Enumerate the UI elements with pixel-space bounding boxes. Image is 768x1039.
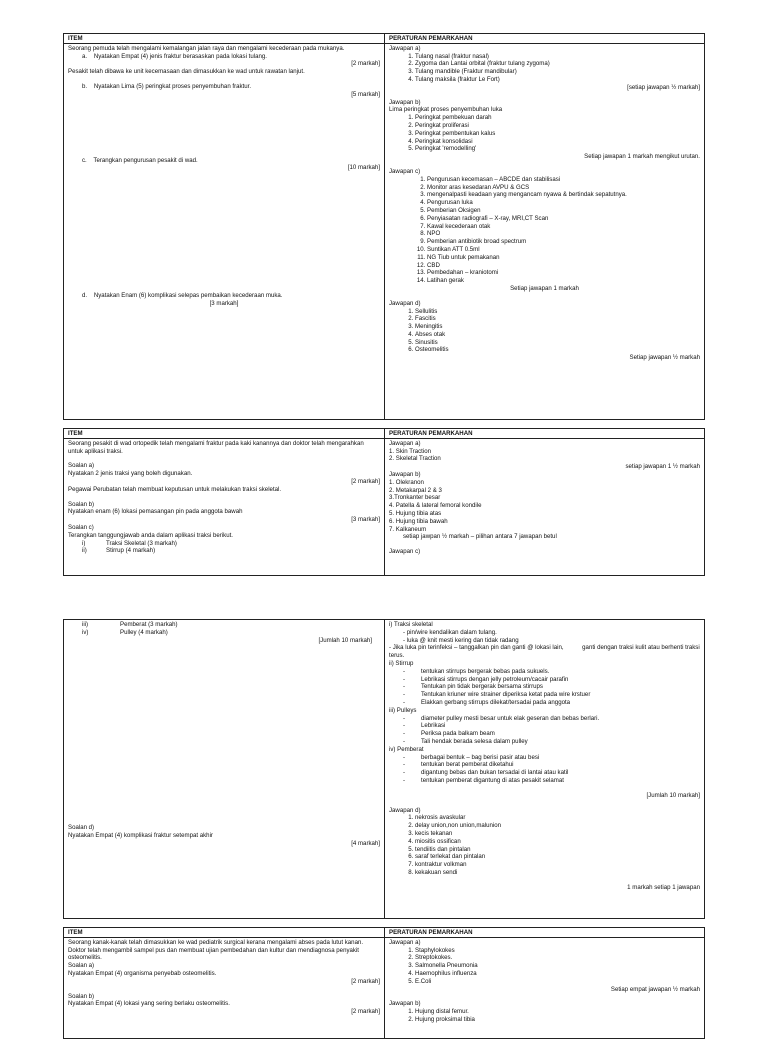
list-item: - Tali hendak berada selesa dalam pulley bbox=[403, 738, 700, 746]
list-item bbox=[68, 547, 380, 555]
list-item: 1. Olekranon bbox=[389, 478, 424, 486]
list-item: 1. Staphylokokes bbox=[415, 947, 700, 955]
list-item bbox=[68, 629, 380, 637]
list-item: 2. delay union,non union,malunion bbox=[415, 822, 700, 830]
question-b-marks: [3 markah] bbox=[351, 516, 380, 524]
list-item: - Jika luka pin terinfeksi – tanggalkan pin dan ganti @ lokasi lain, ganti dengan traksi kulit atau berhenti traksi terus. bbox=[389, 644, 702, 660]
question-d-marks: [3 markah] bbox=[209, 299, 239, 307]
total-marks: [Jumlah 10 markah] bbox=[318, 636, 372, 644]
item-text: Pulley (4 markah) bbox=[120, 628, 168, 636]
answer-a-score: setiap jawapan 1 ½ markah bbox=[625, 463, 700, 471]
item-key: ii) bbox=[82, 547, 87, 555]
answer-b-score: Setiap jawapan 1 markah mengikut urutan. bbox=[584, 153, 700, 161]
marking-column bbox=[385, 34, 704, 419]
question-d: d. Nyatakan Enam (6) komplikasi selepas pembaikan kecederaan muka. bbox=[82, 292, 283, 300]
answer-b-title: Jawapan b) bbox=[389, 470, 421, 478]
marking-column bbox=[385, 620, 704, 918]
question-a-marks: [2 markah] bbox=[351, 977, 380, 985]
answer-d-title: Jawapan d) bbox=[389, 806, 421, 814]
answer-iii-title: iii) Pulleys bbox=[389, 706, 417, 714]
list-item: 4. Haemophilus influenza bbox=[415, 970, 700, 978]
list-item: 4. Pengurusan luka bbox=[427, 199, 700, 207]
total-marks: [Jumlah 10 markah] bbox=[646, 791, 700, 799]
item-text: Traksi Skeletal (3 markah) bbox=[106, 539, 177, 547]
list-item: 7. kontraktur volkman bbox=[415, 861, 700, 869]
answer-d-score: Setiap jawapan ½ markah bbox=[629, 354, 700, 362]
list-item bbox=[68, 540, 380, 548]
item-header: ITEM bbox=[64, 35, 384, 44]
question-b: Nyatakan Empat (4) lokasi yang sering berlaku osteomelitis. bbox=[68, 1000, 230, 1008]
answer-a-list bbox=[389, 53, 700, 84]
list-item: 3. Salmonella Pneumonia bbox=[415, 962, 700, 970]
item-header: ITEM bbox=[64, 430, 384, 439]
list-item: 7. Kawal kecederaan otak bbox=[427, 223, 700, 231]
list-item: 5. E.Coli bbox=[415, 978, 700, 986]
list-item: 2. Hujung proksimal tibia bbox=[415, 1016, 700, 1024]
answer-d-score: 1 markah setiap 1 jawapan bbox=[627, 883, 700, 891]
list-item: 14. Latihan gerak bbox=[427, 277, 700, 285]
question-a: Nyatakan Empat (4) organisma penyebab osteomelitis. bbox=[68, 969, 217, 977]
item-column bbox=[64, 928, 385, 1038]
item-key: iv) bbox=[82, 628, 89, 636]
list-item: 3. Peringkat pembentukan kalus bbox=[415, 130, 700, 138]
list-item: 3.Tronkanter besar bbox=[389, 494, 441, 502]
list-item: - luka @ knit mesti kering dan tidak radang bbox=[403, 636, 519, 644]
answer-b-intro: Lima peringkat proses penyembuhan luka bbox=[389, 106, 503, 114]
list-item: - tentukan pemberat digantung di atas pesakit selamat bbox=[403, 777, 700, 785]
list-item: 11. NG Tiub untuk pemakanan bbox=[427, 254, 700, 262]
marking-header: PERATURAN PEMARKAHAN bbox=[385, 35, 704, 44]
question-c: c. Terangkan pengurusan pesakit di wad. bbox=[82, 156, 198, 164]
list-item: 1. Tulang nasal (fraktur nasal) bbox=[415, 53, 700, 61]
item-key: i) bbox=[82, 539, 86, 547]
answer-a-score: Setiap empat jawapan ½ markah bbox=[610, 985, 700, 993]
marking-header: PERATURAN PEMARKAHAN bbox=[385, 430, 704, 439]
answer-a-score: [setiap jawapan ½ markah] bbox=[627, 83, 700, 91]
list-item: 1. Hujung distal femur. bbox=[415, 1008, 700, 1016]
question-c: Terangkan tanggungjawab anda dalam aplikasi traksi berikut. bbox=[68, 531, 233, 539]
item-text: Pemberat (3 markah) bbox=[120, 621, 178, 628]
list-item: 10. Suntikan ATT 0.5ml bbox=[427, 246, 700, 254]
answer-b-title: Jawapan b) bbox=[389, 1000, 421, 1008]
answer-b-list bbox=[389, 114, 700, 153]
question-a: Nyatakan 2 jenis traksi yang boleh digunakan. bbox=[68, 470, 193, 478]
list-item: 2. Peringkat proliferasi bbox=[415, 122, 700, 130]
question-intro: Seorang kanak-kanak telah dimasukkan ke wad pediatrik surgical kerana mengalami abses pada lutut kanan. Doktor telah mengambil sampel pus dan membuat ujian pembedahan dan kultur dan mendiagnosa penyakit osteomelitis. bbox=[68, 938, 365, 962]
list-item: - Elakkan gerbang stirrups dilekat/tersadai pada anggota bbox=[403, 699, 700, 707]
question-b-marks: [2 markah] bbox=[351, 1008, 380, 1016]
question-b-marks: [5 markah] bbox=[351, 90, 380, 98]
list-item: 6. Penyiasatan radiografi – X-ray, MRI,CT Scan bbox=[427, 215, 700, 223]
item-column bbox=[64, 620, 385, 918]
answer-d-title: Jawapan d) bbox=[389, 299, 421, 307]
question-intro: Seorang pemuda telah mengalami kemalangan jalan raya dan mengalami kecederaan pada mukanya. bbox=[68, 44, 345, 52]
list-item: 8. NPO bbox=[427, 230, 700, 238]
list-item: 5. Sinusitis bbox=[415, 339, 700, 347]
question-a-marks: [2 markah] bbox=[351, 477, 380, 485]
marking-column bbox=[385, 928, 704, 1038]
list-item: 3. Tulang mandible (Fraktur mandibular) bbox=[415, 68, 700, 76]
list-item bbox=[68, 621, 380, 629]
question-table-3 bbox=[63, 619, 705, 919]
question-a-title: Soalan a) bbox=[68, 462, 95, 470]
list-item: - Periksa pada balkam beam bbox=[403, 730, 700, 738]
list-item: 2. Monitor aras kesedaran AVPU & GCS bbox=[427, 184, 700, 192]
item-column bbox=[64, 429, 385, 575]
list-item: - pin/wire kendalikan dalam tulang. bbox=[403, 628, 497, 636]
question-b: b. Nyatakan Lima (5) peringkat proses penyembuhan fraktur. bbox=[82, 82, 252, 90]
list-item: 6. saraf terlekat dan pintalan bbox=[415, 853, 700, 861]
list-item: 5. Hujung tibia atas bbox=[389, 509, 442, 517]
list-item: 4. Tulang maksila (fraktur Le Fort) bbox=[415, 76, 700, 84]
list-item: 8. kekakuan sendi bbox=[415, 869, 700, 877]
list-item: - Tentukan kriuner wire strainer diperiksa ketat pada wire krstuer bbox=[403, 691, 700, 699]
question-a-marks: [2 markah] bbox=[351, 60, 380, 68]
answer-c-title: Jawapan c) bbox=[389, 167, 421, 175]
answer-ii-title: ii) Stirrup bbox=[389, 659, 414, 667]
list-item: 2. Streptokokes. bbox=[415, 954, 700, 962]
list-item: - tentukan berat pemberat diketahui bbox=[403, 761, 700, 769]
list-item: 5. tendiitis dan pintalan bbox=[415, 846, 700, 854]
list-item: 6. Osteomelitis bbox=[415, 346, 700, 354]
answer-a-title: Jawapan a) bbox=[389, 938, 421, 946]
list-item: 1. nekrosis avaskular bbox=[415, 814, 700, 822]
list-item: - Tentukan pin tidak bergerak bersama stirrups bbox=[403, 683, 700, 691]
item-text: Stirrup (4 markah) bbox=[106, 547, 156, 555]
answer-c-list bbox=[389, 176, 700, 285]
question-d-marks: [4 markah] bbox=[351, 839, 380, 847]
answer-iv-list bbox=[389, 754, 700, 785]
question-b-title: Soalan b) bbox=[68, 500, 95, 508]
question-a-title: Soalan a) bbox=[68, 962, 95, 970]
list-item: 2. Metakarpal 2 & 3 bbox=[389, 486, 442, 494]
question-a: a. Nyatakan Empat (4) jenis fraktur berasaskan pada lokasi tulang. bbox=[82, 52, 267, 60]
answer-i-title: i) Traksi skeletal bbox=[389, 621, 433, 628]
list-item: 4. Patella & lateral femoral kondile bbox=[389, 502, 482, 510]
answer-d-list bbox=[389, 814, 700, 876]
list-item: - berbagai bentuk – bag berisi pasir atau besi bbox=[403, 754, 700, 762]
list-item: - Lebrikasi bbox=[403, 722, 700, 730]
list-item: 4. Peringkat konsolidasi bbox=[415, 138, 700, 146]
answer-c-title: Jawapan c) bbox=[389, 548, 421, 556]
list-item: 2. Fascitis bbox=[415, 315, 700, 323]
answer-d-list bbox=[389, 308, 700, 355]
item-key: iii) bbox=[82, 621, 89, 628]
answer-b-list bbox=[389, 1008, 700, 1024]
list-item: 3. mengenalpasti keadaan yang mengancam nyawa & bertindak sepatutnya. bbox=[427, 191, 700, 199]
list-item: 12. CBD bbox=[427, 262, 700, 270]
list-item: 1. Skin Traction bbox=[389, 447, 431, 455]
answer-ii-list bbox=[389, 668, 700, 707]
item-header: ITEM bbox=[64, 929, 384, 938]
list-item: 3. kecis tekanan bbox=[415, 830, 700, 838]
question-table-2 bbox=[63, 428, 705, 576]
list-item: 4. Abses otak bbox=[415, 331, 700, 339]
list-item: 5. Pemberian Oksigen bbox=[427, 207, 700, 215]
question-b-title: Soalan b) bbox=[68, 992, 95, 1000]
scenario-note: Pesakit telah dibawa ke unit kecemasaan dan dimasukkan ke wad untuk rawatan lanjut. bbox=[68, 68, 305, 76]
answer-iv-title: iv) Pemberat bbox=[389, 745, 424, 753]
list-item: 4. miositis ossifican bbox=[415, 838, 700, 846]
question-table-4 bbox=[63, 927, 705, 1039]
question-b: Nyatakan enam (6) lokasi pemasangan pin pada anggota bawah bbox=[68, 508, 243, 516]
answer-b-score: setiap jawpan ½ markah – pilihan antara 7 jawapan betul bbox=[403, 533, 557, 541]
question-c-title: Soalan c) bbox=[68, 523, 94, 531]
list-item: 6. Hujung tibia bawah bbox=[389, 517, 448, 525]
question-table-1 bbox=[63, 33, 705, 420]
list-item: 9. Pemberian antibiotik broad spectrum bbox=[427, 238, 700, 246]
list-item: 1. Sellulitis bbox=[415, 308, 700, 316]
answer-a-title: Jawapan a) bbox=[389, 439, 421, 447]
answer-a-title: Jawapan a) bbox=[389, 44, 421, 52]
answer-a-list bbox=[389, 947, 700, 986]
answer-b-title: Jawapan b) bbox=[389, 98, 421, 106]
question-d: Nyatakan Empat (4) komplikasi fraktur setempat akhir bbox=[68, 832, 213, 840]
list-item: 7. Kalkaneum bbox=[389, 525, 427, 533]
list-item: - diameter pulley mesti besar untuk elak geseran dan bebas berlari. bbox=[403, 715, 700, 723]
list-item: 2. Skeletal Traction bbox=[389, 455, 441, 463]
list-item: 3. Meningitis bbox=[415, 323, 700, 331]
question-c-marks: [10 markah] bbox=[347, 164, 380, 172]
list-item: 5. Peringkat 'remodelling' bbox=[415, 145, 700, 153]
list-item: 2. Zygoma dan Lantai orbital (fraktur tulang zygoma) bbox=[415, 60, 700, 68]
item-column bbox=[64, 34, 385, 419]
list-item: - tentukan stirrups bergerak bebas pada sukuels. bbox=[403, 668, 700, 676]
answer-iii-list bbox=[389, 715, 700, 746]
list-item: - Lebrikasi stirrups dengan jelly petroleum/cacair parafin bbox=[403, 676, 700, 684]
marking-header: PERATURAN PEMARKAHAN bbox=[385, 929, 704, 938]
question-intro: Seorang pesakit di wad ortopedik telah mengalami fraktur pada kaki kanannya dan doktor telah mengarahkan untuk aplikasi traksi. bbox=[68, 439, 366, 455]
list-item: 13. Pembedahan – kraniotomi bbox=[427, 269, 700, 277]
question-d-title: Soalan d) bbox=[68, 824, 95, 832]
list-item: - digantung bebas dan bukan tersadai di lantai atau katil bbox=[403, 769, 700, 777]
answer-c-score: Setiap jawapan 1 markah bbox=[510, 284, 579, 292]
marking-column bbox=[385, 429, 704, 575]
list-item: 1. Peringkat pembekuan darah bbox=[415, 114, 700, 122]
scenario-note: Pegawai Perubatan telah membuat keputusan untuk melakukan traksi skeletal. bbox=[68, 485, 282, 493]
list-item: 1. Pengurusan kecemasan – ABCDE dan stabilisasi bbox=[427, 176, 700, 184]
